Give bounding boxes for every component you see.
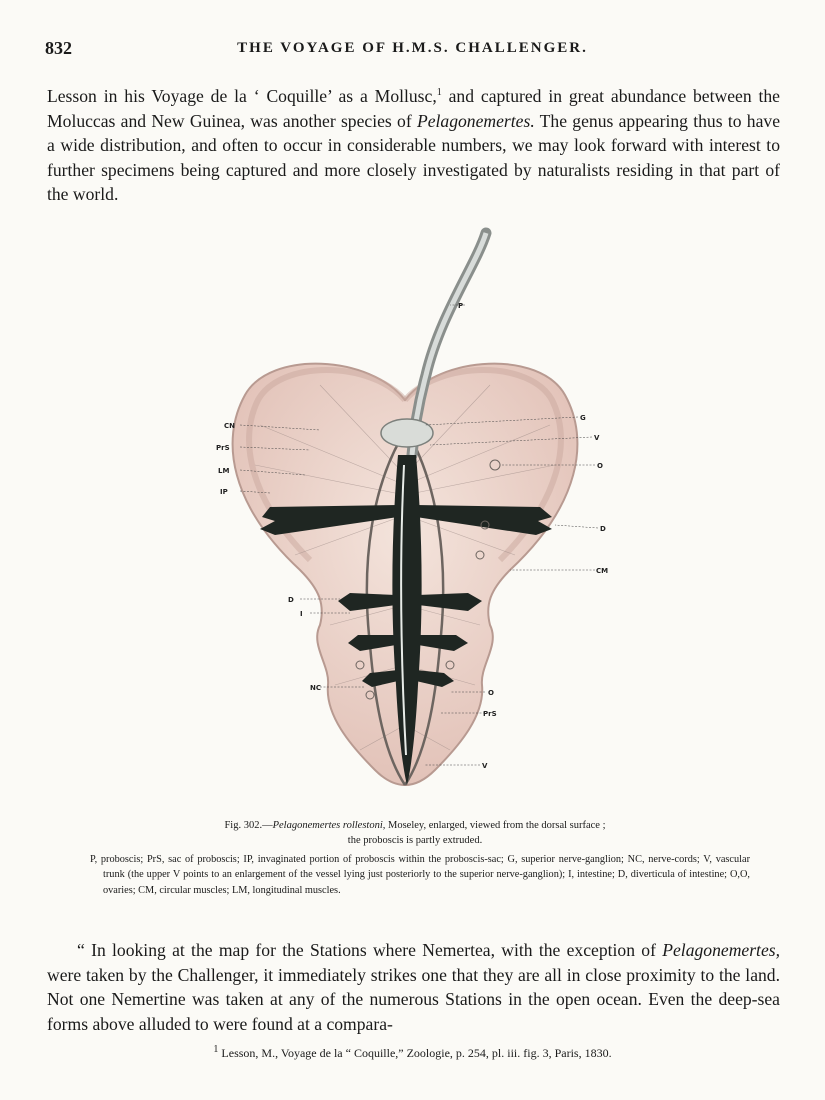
footnote bbox=[0, 1046, 825, 1061]
figure-302 bbox=[200, 225, 620, 810]
label-v-top: V bbox=[594, 434, 600, 442]
paragraph-1 bbox=[47, 84, 780, 207]
label-i: I bbox=[300, 610, 303, 618]
label-ip: IP bbox=[220, 488, 228, 496]
label-o-low: O bbox=[488, 689, 494, 697]
label-prs-low: PrS bbox=[483, 710, 497, 718]
paragraph-2-text-b: were taken by the Challenger, it immediately strikes one that they are all in close proximity to the land. Not one Nemertine was taken at any of the numerous Stations in the open ocean. Even the deep-sea forms above alluded to were found at a compara- bbox=[47, 964, 780, 1034]
paragraph-1-text-a: Lesson in his Voyage de la ‘ Coquille’ as a Mollusc, bbox=[47, 86, 437, 106]
paragraph-2-text-a: “ In looking at the map for the Stations where Nemertea, with the exception of bbox=[77, 940, 663, 960]
label-lm: LM bbox=[218, 467, 230, 475]
caption-species: Pelagonemertes rollestoni, bbox=[272, 820, 386, 831]
figure-legend: P, proboscis; PrS, sac of proboscis; IP, invaginated portion of proboscis within the proboscis-sac; G, superior nerve-ganglion; NC, nerve-cords; V, vascular trunk (the upper V points to an enlargement of the vessel lying just posteriorly to the superior nerve-ganglion); I, intestine; D, diverticula of intestine; O,O, ovaries; CM, circular muscles; LM, longitudinal muscles. bbox=[90, 854, 750, 896]
footnote-marker: 1 bbox=[213, 1044, 219, 1055]
paragraph-2 bbox=[47, 938, 780, 1036]
footnote-text: Lesson, M., Voyage de la “ Coquille,” Zoologie, p. 254, pl. iii. fig. 3, Paris, 1830. bbox=[218, 1046, 612, 1060]
caption-line-1 bbox=[90, 818, 740, 833]
page-number: 832 bbox=[45, 38, 72, 58]
label-d-right: D bbox=[600, 525, 606, 533]
genus-name: Pelagonemertes. bbox=[416, 110, 535, 131]
label-cm: CM bbox=[596, 567, 609, 575]
figure-caption bbox=[90, 818, 740, 848]
running-head: THE VOYAGE OF H.M.S. CHALLENGER. bbox=[237, 40, 588, 56]
label-o-top: O bbox=[597, 462, 603, 470]
label-p: P bbox=[458, 302, 464, 310]
label-g: G bbox=[580, 414, 586, 422]
caption-prefix: Fig. 302.— bbox=[224, 820, 273, 831]
label-cn: CN bbox=[224, 422, 235, 430]
label-v-low: V bbox=[482, 762, 488, 770]
footnote-ref[interactable]: 1 bbox=[436, 87, 442, 99]
label-nc: NC bbox=[310, 684, 321, 692]
caption-suffix: Moseley, enlarged, viewed from the dorsal surface ; bbox=[385, 820, 606, 831]
nemertine-illustration bbox=[200, 225, 620, 810]
genus-name-2: Pelagonemertes, bbox=[662, 940, 780, 960]
paragraph-1-text-b: and captured in great abundance between the Moluccas and New Guinea, was another species of bbox=[47, 86, 780, 131]
paragraph-1-text-c: The genus appearing thus to have a wide distribution, and often to occur in considerable numbers, we may look forward with interest to further specimens being captured and more closely investigated by naturalists residing in that part of the world. bbox=[47, 110, 781, 204]
label-prs: PrS bbox=[216, 444, 230, 452]
label-d-left: D bbox=[288, 596, 294, 604]
caption-line-2: the proboscis is partly extruded. bbox=[347, 835, 483, 846]
nerve-ganglion bbox=[381, 419, 433, 447]
